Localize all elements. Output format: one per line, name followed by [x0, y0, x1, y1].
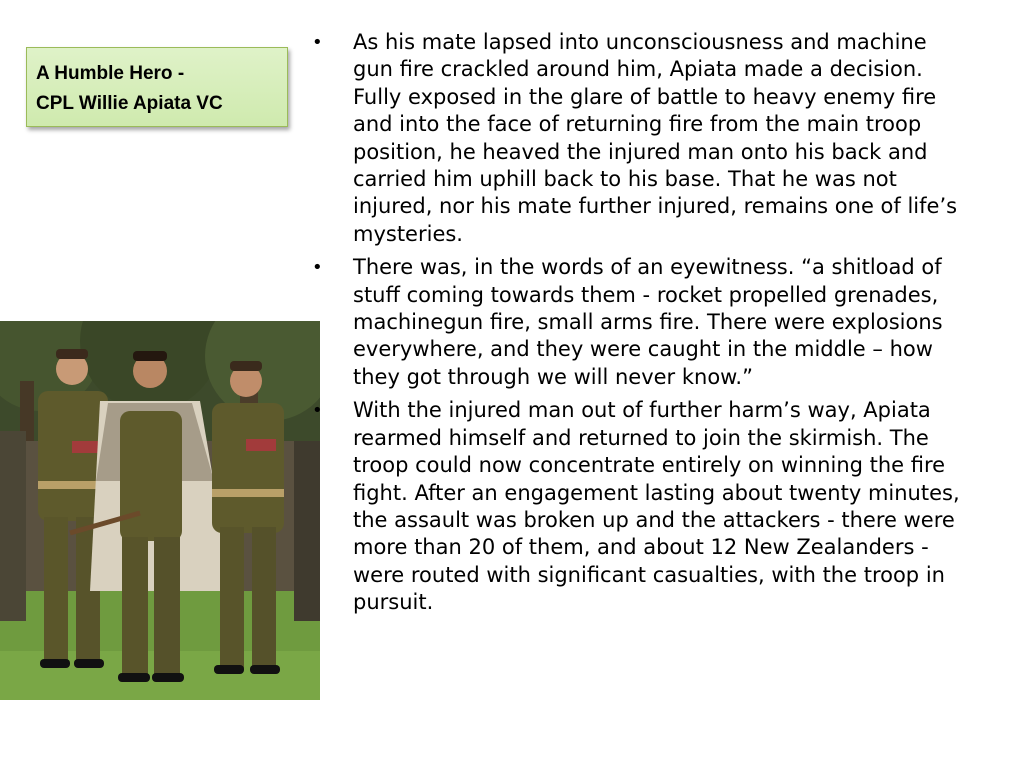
list-item — [310, 397, 970, 616]
bullet-icon: • — [312, 257, 323, 279]
list-item — [310, 29, 970, 248]
bullet-text: There was, in the words of an eyewitness. “a shitload of stuff coming towards them - rocket propelled grenades, machinegun fire, small arms fire. There were explosions everywhere, and they were caught in the middle – how they got through we will never know.” — [353, 255, 943, 389]
bullet-icon: • — [312, 32, 323, 53]
bullet-list — [310, 29, 970, 623]
bullet-icon: • — [312, 400, 323, 422]
title-line-2: CPL Willie Apiata VC — [36, 93, 223, 114]
title-line-1: A Humble Hero - — [36, 63, 185, 84]
list-item — [310, 254, 970, 391]
bullet-text: As his mate lapsed into unconsciousness and machine gun fire crackled around him, Apiata made a decision. Fully exposed in the glare of battle to heavy enemy fire and into the face of returning fire from the main troop position, he heaved the injured man onto his back and carried him uphill back to his base. That he was not injured, nor his mate further injured, remains one of life’s mysteries. — [353, 30, 958, 246]
ceremony-photo — [0, 321, 320, 700]
slide-title — [26, 47, 288, 127]
bullet-text: With the injured man out of further harm’s way, Apiata rearmed himself and returned to join the skirmish. The troop could now concentrate entirely on winning the fire fight. After an engagement lasting about twenty minutes, the assault was broken up and the attackers - there were more than 20 of them, and about 12 New Zealanders - were routed with significant casualties, with the troop in pursuit. — [353, 398, 960, 615]
